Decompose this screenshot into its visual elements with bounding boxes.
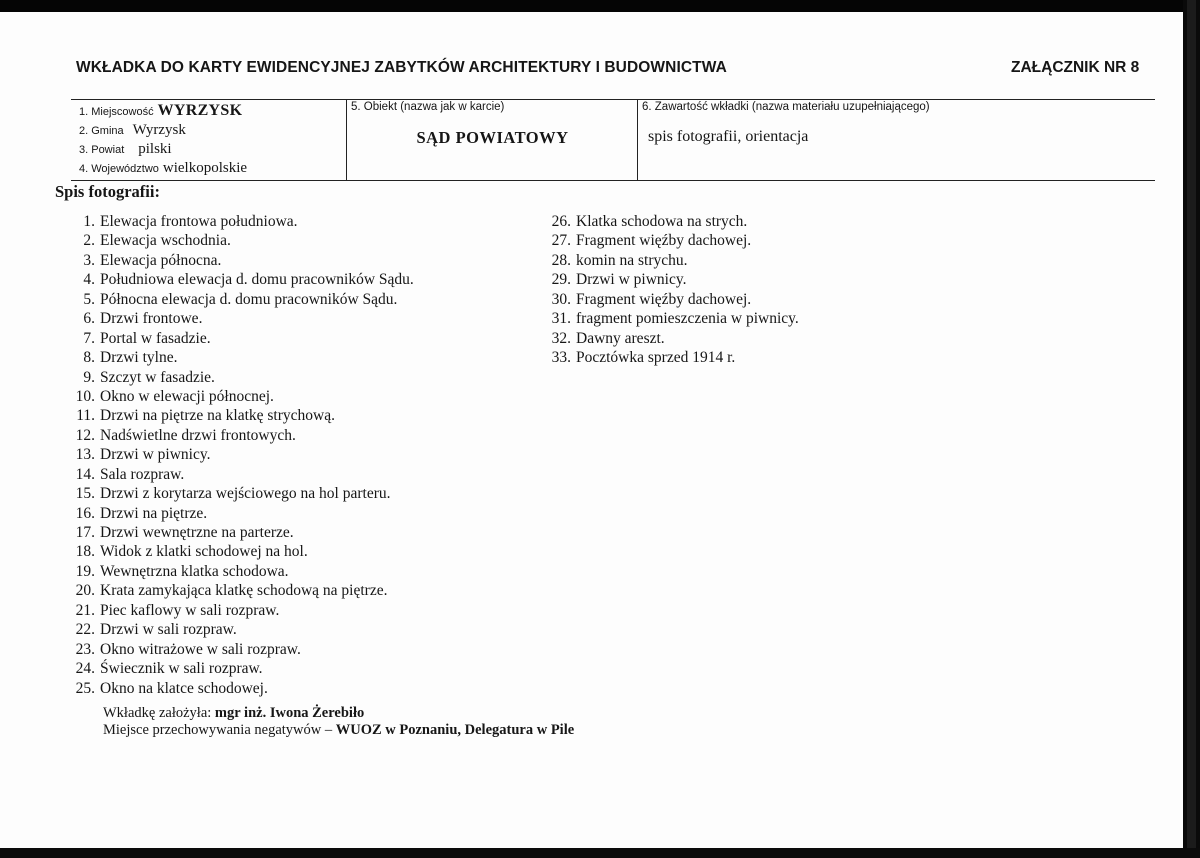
photo-list-item [62, 601, 414, 620]
photo-list-item [62, 562, 414, 581]
photo-list-item [62, 659, 414, 678]
photo-number: 33. [551, 349, 571, 367]
county-value: pilski [138, 141, 172, 157]
photo-number: 22. [75, 621, 95, 639]
photo-description: Południowa elewacja d. domu pracowników Sądu. [100, 271, 414, 289]
photo-description: Szczyt w fasadzie. [100, 368, 215, 386]
storage-location: WUOZ w Poznaniu, Delegatura w Pile [335, 722, 575, 738]
info-table [71, 99, 1155, 181]
photo-number: 26. [551, 213, 571, 230]
photo-number: 30. [551, 290, 571, 308]
scan-edge-bottom [0, 848, 1200, 858]
commune-value: Wyrzysk [132, 122, 186, 138]
county-field [79, 140, 172, 158]
document-title: WKŁADKA DO KARTY EWIDENCYJNEJ ZABYTKÓW ARCHITEKTURY I BUDOWNICTWA [76, 59, 727, 76]
photo-list-item [62, 445, 414, 464]
photo-number: 7. [83, 329, 95, 347]
photo-list-item [62, 581, 414, 600]
photo-description: Elewacja frontowa południowa. [100, 213, 298, 230]
photo-list-item [62, 290, 414, 309]
photo-list-item [527, 212, 799, 231]
photo-number: 24. [75, 660, 95, 678]
photo-description: Drzwi tylne. [100, 349, 178, 367]
photo-description: Okno w elewacji północnej. [100, 387, 274, 405]
annex-number: ZAŁĄCZNIK NR 8 [1011, 59, 1140, 76]
photo-description: Piec kaflowy w sali rozpraw. [100, 601, 280, 619]
document-page [0, 12, 1183, 848]
photo-number: 19. [75, 562, 95, 580]
photo-list-item [62, 640, 414, 659]
photo-description: Drzwi na piętrze na klatkę strychową. [100, 407, 335, 425]
photo-description: Drzwi w sali rozpraw. [100, 621, 237, 639]
photo-number: 14. [75, 465, 95, 483]
photo-list-item [62, 251, 414, 270]
photo-number: 23. [75, 640, 95, 658]
photo-description: Krata zamykająca klatkę schodową na piętrze. [100, 582, 388, 600]
photo-number: 21. [75, 601, 95, 619]
photo-description: komin na strychu. [576, 251, 688, 269]
photo-number: 29. [551, 271, 571, 289]
photo-number: 31. [551, 310, 571, 328]
photo-number: 10. [75, 387, 95, 405]
county-label: 3. Powiat [79, 144, 125, 156]
author-line [103, 705, 364, 722]
photo-number: 3. [83, 251, 95, 269]
photo-description: Portal w fasadzie. [100, 329, 211, 347]
photo-list-item [62, 387, 414, 406]
town-value: WYRZYSK [157, 102, 243, 119]
photo-number: 16. [75, 504, 95, 522]
photo-description: Drzwi na piętrze. [100, 504, 208, 522]
photo-number: 25. [75, 679, 95, 697]
photo-list-item [62, 620, 414, 639]
photo-number: 5. [83, 290, 95, 308]
voivodeship-label: 4. Województwo [79, 163, 159, 175]
photo-number: 2. [83, 232, 95, 250]
photo-list-item [62, 679, 414, 698]
photo-list-item [527, 270, 799, 289]
photo-list-title: Spis fotografii: [55, 182, 160, 201]
photo-number: 8. [83, 349, 95, 367]
town-label: 1. Miejscowość [79, 106, 154, 118]
photo-description: Okno na klatce schodowej. [100, 679, 268, 697]
photo-description: Drzwi z korytarza wejściowego na hol parteru. [100, 485, 391, 503]
photo-list-right [527, 212, 799, 368]
photo-list-item [62, 309, 414, 328]
photo-list-item [62, 406, 414, 425]
scan-edge-right [1183, 0, 1200, 858]
photo-number: 15. [75, 485, 95, 503]
photo-number: 6. [83, 310, 95, 328]
commune-label: 2. Gmina [79, 125, 124, 137]
photo-number: 11. [76, 407, 95, 425]
photo-list-item [62, 523, 414, 542]
photo-number: 17. [75, 524, 95, 541]
photo-description: Drzwi w piwnicy. [100, 446, 211, 464]
photo-description: Drzwi w piwnicy. [576, 271, 687, 289]
photo-description: Elewacja północna. [100, 251, 222, 269]
photo-description: Klatka schodowa na strych. [576, 213, 748, 230]
town-field [79, 102, 242, 120]
photo-description: Dawny areszt. [576, 329, 665, 347]
photo-list-item [527, 231, 799, 250]
photo-list-item [527, 251, 799, 270]
photo-description: Północna elewacja d. domu pracowników Sądu. [100, 290, 398, 308]
photo-number: 18. [75, 543, 95, 561]
photo-list-item [62, 368, 414, 387]
commune-field [79, 121, 186, 139]
storage-line [103, 722, 574, 739]
photo-list-item [62, 504, 414, 523]
photo-description: Elewacja wschodnia. [100, 232, 231, 250]
photo-number: 1. [83, 213, 95, 230]
author-name: mgr inż. Iwona Żerebiło [214, 705, 365, 721]
contents-label: 6. Zawartość wkładki (nazwa materiału uzupełniającego) [642, 101, 930, 113]
photo-description: Wewnętrzna klatka schodowa. [100, 562, 289, 580]
photo-list-item [62, 542, 414, 561]
photo-description: Okno witrażowe w sali rozpraw. [100, 640, 301, 658]
photo-list-item [62, 348, 414, 367]
photo-number: 9. [83, 368, 95, 386]
photo-number: 28. [551, 251, 571, 269]
photo-number: 20. [75, 582, 95, 600]
photo-list-item [62, 465, 414, 484]
photo-description: Świecznik w sali rozpraw. [100, 660, 263, 678]
photo-number: 32. [551, 329, 571, 347]
voivodeship-field [79, 159, 247, 177]
photo-list-left [62, 212, 414, 698]
photo-list-item [62, 329, 414, 348]
photo-list-item [62, 212, 414, 231]
photo-list-item [527, 329, 799, 348]
voivodeship-value: wielkopolskie [162, 160, 248, 176]
photo-description: Drzwi frontowe. [100, 310, 203, 328]
photo-number: 4. [83, 271, 95, 289]
photo-list-item [62, 270, 414, 289]
photo-description: fragment pomieszczenia w piwnicy. [576, 310, 799, 328]
object-value: SĄD POWIATOWY [416, 128, 569, 147]
photo-description: Widok z klatki schodowej na hol. [100, 543, 308, 561]
photo-list-item [62, 484, 414, 503]
photo-list-item [62, 426, 414, 445]
contents-cell [637, 100, 1156, 180]
photo-list-item [62, 231, 414, 250]
author-label: Wkładkę założyła: [103, 705, 212, 721]
photo-list-item [527, 348, 799, 367]
photo-list-item [527, 290, 799, 309]
photo-description: Fragment więźby dachowej. [576, 232, 752, 250]
photo-number: 13. [75, 446, 95, 464]
photo-description: Drzwi wewnętrzne na parterze. [100, 524, 294, 541]
storage-label: Miejsce przechowywania negatywów – [103, 722, 333, 738]
object-cell [346, 100, 638, 180]
photo-number: 12. [75, 426, 95, 444]
photo-description: Pocztówka sprzed 1914 r. [576, 349, 736, 367]
photo-description: Nadświetlne drzwi frontowych. [100, 426, 296, 444]
location-cell [71, 100, 346, 180]
photo-description: Fragment więźby dachowej. [576, 290, 752, 308]
photo-description: Sala rozpraw. [100, 465, 185, 483]
photo-number: 27. [551, 232, 571, 250]
object-label: 5. Obiekt (nazwa jak w karcie) [351, 101, 505, 113]
contents-value: spis fotografii, orientacja [648, 128, 809, 145]
photo-list-item [527, 309, 799, 328]
